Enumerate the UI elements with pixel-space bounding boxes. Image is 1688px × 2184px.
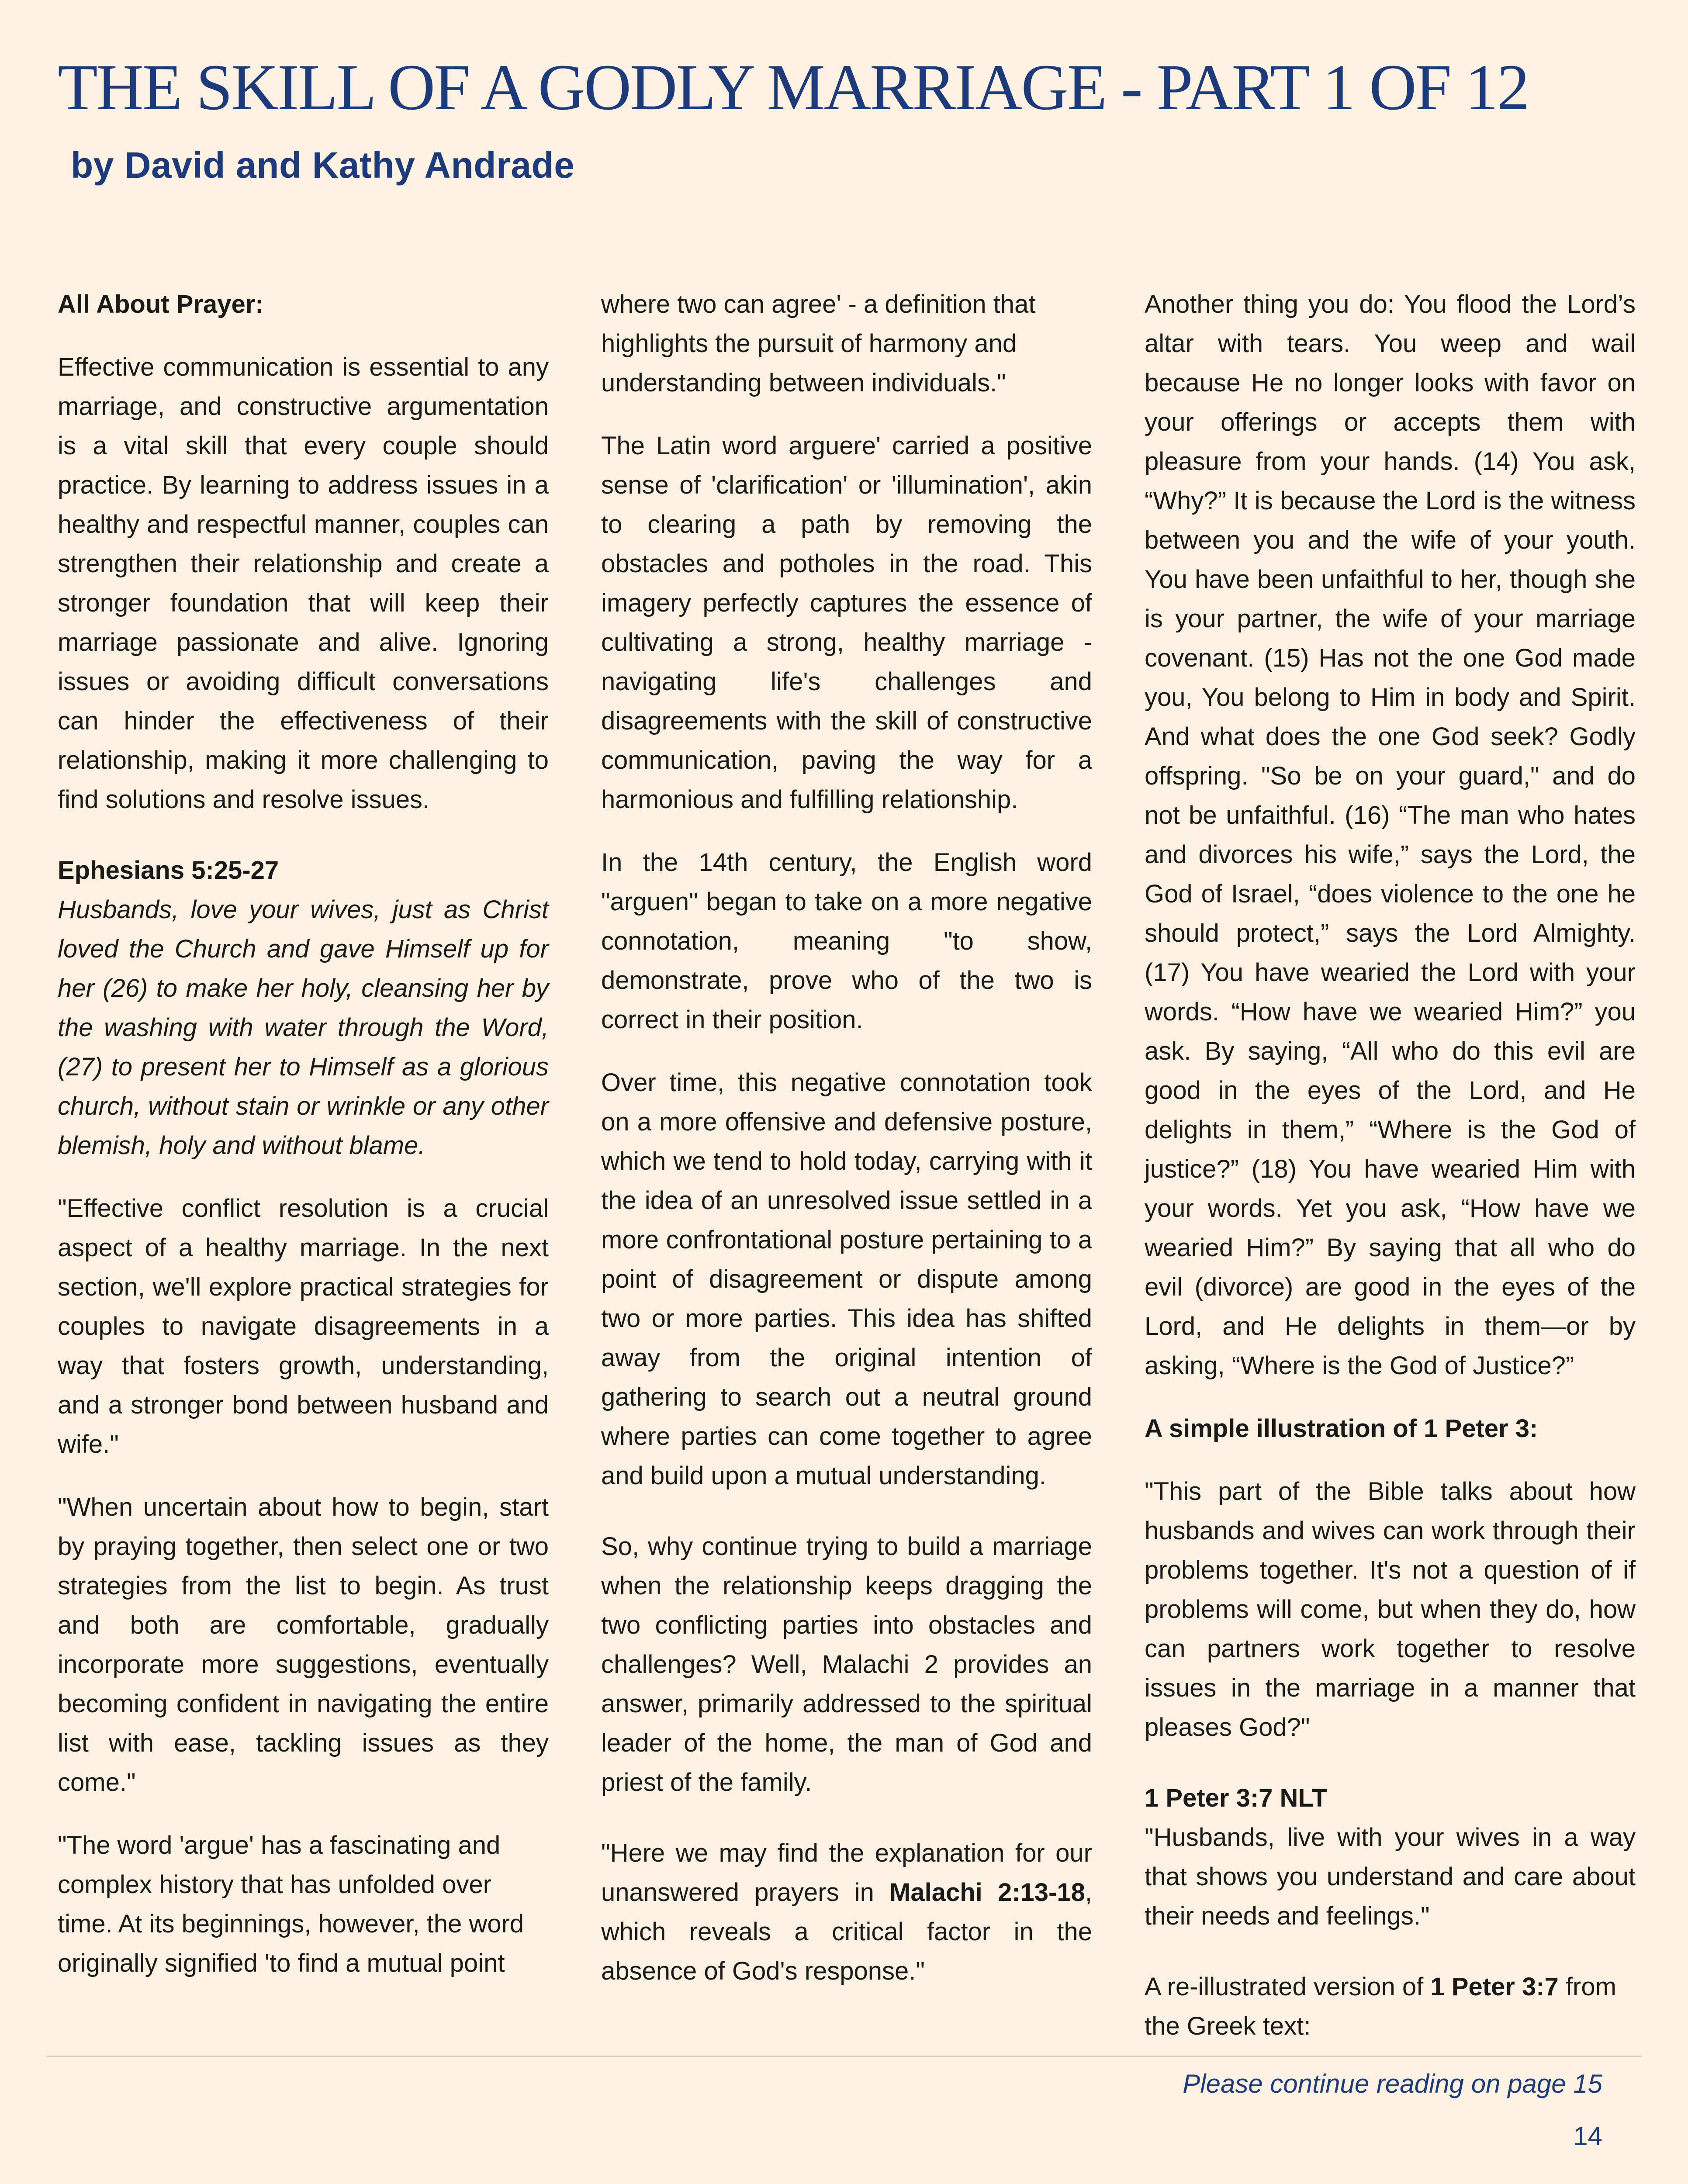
paragraph: "When uncertain about how to begin, start by praying together, then select one or two strategies from the list to begin. As trust and both are comfortable, gradually incorporate more suggestions, eventually becoming confident in navigating the entire list with ease, tackling issues as they come." (58, 1493, 549, 1797)
paragraph: In the 14th century, the English word "arguen" began to take on a more negative connotation, meaning "to show, demonstrate, prove who of the two is correct in their position. (601, 848, 1092, 1034)
section-heading-illustration: A simple illustration of 1 Peter 3: (1145, 1414, 1538, 1443)
byline: by David and Kathy Andrade (71, 145, 575, 186)
page-title: THE SKILL OF A GODLY MARRIAGE - PART 1 OF 12 (58, 51, 1529, 124)
paragraph: The Latin word arguere' carried a positive sense of 'clarification' or 'illumination', akin to clearing a path by removing the obstacles and potholes in the road. This imagery perfectly captures the essence of cultivating a strong, healthy marriage - navigating life's challenges and disagreements with the skill of constructive communication, paving the way for a harmonious and fulfilling relationship. (601, 432, 1092, 814)
column-3 (1145, 285, 1636, 2070)
paragraph: Over time, this negative connotation took on a more offensive and defensive posture, which we tend to hold today, carrying with it the idea of an unresolved issue settled in a more confrontational posture pertaining to a point of disagreement or dispute among two or more parties. This idea has shifted away from the original intention of gathering to search out a neutral ground where parties can come together to agree and build upon a mutual understanding. (601, 1068, 1092, 1490)
page-number: 14 (1573, 2122, 1602, 2151)
paragraph: A re-illustrated version of 1 Peter 3:7 from the Greek text: (1145, 1973, 1616, 2040)
column-1 (58, 285, 549, 2007)
paragraph: "This part of the Bible talks about how husbands and wives can work through their problems together. It's not a question of if problems will come, but when they do, how can partners work together to resolve issues in the marriage in a manner that pleases God?" (1145, 1477, 1636, 1742)
paragraph: Effective communication is essential to any marriage, and constructive argumentation is a vital skill that every couple should practice. By learning to address issues in a healthy and respectful manner, couples can strengthen their relationship and create a stronger foundation that will keep their marriage passionate and alive. Ignoring issues or avoiding difficult conversations can hinder the effectiveness of their relationship, making it more challenging to find solutions and resolve issues. (58, 353, 549, 814)
footer-divider (46, 2056, 1642, 2057)
section-heading-prayer: All About Prayer: (58, 290, 264, 318)
scripture-reference-ephesians: Ephesians 5:25-27 (58, 856, 279, 885)
scripture-reference-1-peter: 1 Peter 3:7 NLT (1145, 1784, 1327, 1812)
paragraph: "Effective conflict resolution is a crucial aspect of a healthy marriage. In the next section, we'll explore practical strategies for couples to navigate disagreements in a way that fosters growth, understanding, and a stronger bond between husband and wife." (58, 1194, 549, 1458)
paragraph: "The word 'argue' has a fascinating and complex history that has unfolded over time. At its beginnings, however, the word originally signified 'to find a mutual point (58, 1831, 524, 1977)
scripture-verse: Husbands, love your wives, just as Christ loved the Church and gave Himself up for her (26) to make her holy, cleansing her by the washing with water through the Word, (27) to present her to Himself as a glorious church, without stain or wrinkle or any other blemish, holy and without blame. (58, 895, 549, 1160)
scripture-reference-1-peter-inline: 1 Peter 3:7 (1430, 1973, 1559, 2001)
paragraph: So, why continue trying to build a marriage when the relationship keeps dragging the two conflicting parties into obstacles and challenges? Well, Malachi 2 provides an answer, primarily addressed to the spiritual leader of the home, the man of God and priest of the family. (601, 1532, 1092, 1797)
scripture-reference-malachi: Malachi 2:13-18 (889, 1878, 1085, 1907)
scripture-passage-malachi: Another thing you do: You flood the Lord’s altar with tears. You weep and wail because He no longer looks with favor on your offerings or accepts them with pleasure from your hands. (14) You ask, “Why?” It is because the Lord is the witness between you and the wife of your youth. You have been unfaithful to her, though she is your partner, the wife of your marriage covenant. (15) Has not the one God made you, You belong to Him in body and Spirit. And what does the one God seek? Godly offspring. "So be on your guard," and do not be unfaithful. (16) “The man who hates and divorces his wife,” says the Lord, the God of Israel, “does violence to the one he should protect,” says the Lord Almighty. (17) You have wearied the Lord with your words. “How have we wearied Him?” you ask. By saying, “All who do this evil are good in the eyes of the Lord, and He delights in them,” “Where is the God of justice?” (18) You have wearied Him with your words. Yet you ask, “How have we wearied Him?” By saying that all who do evil (divorce) are good in the eyes of the Lord, and He delights in them—or by asking, “Where is the God of Justice?” (1145, 290, 1636, 1380)
column-2 (601, 285, 1092, 2015)
paragraph: where two can agree' - a definition that highlights the pursuit of harmony and understanding between individuals." (601, 290, 1036, 397)
paragraph: "Here we may find the explanation for our unanswered prayers in Malachi 2:13-18, which reveals a critical factor in the absence of God's response." (601, 1839, 1092, 1985)
continue-reading-note: Please continue reading on page 15 (1183, 2069, 1602, 2098)
scripture-quote: "Husbands, live with your wives in a way that shows you understand and care about their needs and feelings." (1145, 1823, 1636, 1930)
